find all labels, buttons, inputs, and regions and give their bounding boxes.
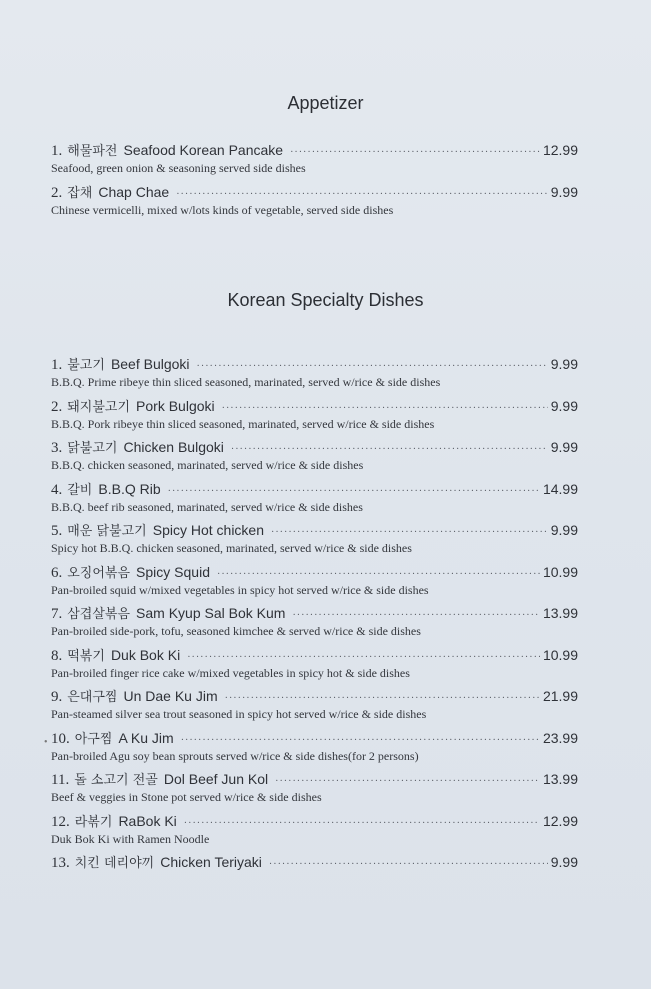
- item-english-name: Spicy Squid: [136, 563, 210, 580]
- item-korean-name: 닭불고기: [67, 441, 118, 456]
- dot-leader: [168, 486, 540, 497]
- dot-leader: [197, 361, 548, 372]
- item-korean-name: 돌 소고기 전골: [74, 773, 158, 788]
- item-korean-name: 불고기: [67, 358, 105, 373]
- item-description: Seafood, green onion & seasoning served side dishes: [51, 161, 306, 175]
- item-price: 12.99: [542, 142, 578, 158]
- item-english-name: RaBok Ki: [118, 812, 177, 829]
- item-number: 1.: [51, 357, 63, 373]
- item-price: 10.99: [542, 563, 578, 580]
- item-korean-name: 돼지불고기: [67, 399, 131, 415]
- menu-item: [51, 396, 578, 438]
- menu-item: [51, 728, 578, 770]
- menu-item: [51, 140, 578, 182]
- item-number: 8.: [51, 647, 63, 664]
- menu-item: [51, 182, 578, 224]
- dot-leader: [231, 444, 548, 455]
- item-number: 12.: [51, 813, 70, 830]
- item-price: 9.99: [550, 439, 578, 455]
- item-price: 10.99: [542, 646, 578, 663]
- menu-item: [51, 437, 578, 479]
- menu-item: [51, 603, 578, 645]
- item-number: 4.: [51, 481, 63, 498]
- item-description: Pan-steamed silver sea trout seasoned in spicy hot served w/rice & side dishes: [51, 707, 427, 721]
- dot-leader: [184, 818, 540, 829]
- item-number: 2.: [51, 185, 63, 201]
- item-number: 9.: [51, 689, 63, 705]
- stray-mark: •: [44, 737, 48, 748]
- item-english-name: Un Dae Ku Jim: [123, 688, 218, 704]
- dot-leader: [222, 403, 548, 414]
- dot-leader: [269, 859, 548, 870]
- item-price: 9.99: [550, 522, 578, 538]
- item-number: 3.: [51, 440, 63, 456]
- item-description: Pan-broiled finger rice cake w/mixed vegetables in spicy hot & side dishes: [51, 665, 410, 680]
- dot-leader: [290, 147, 540, 158]
- item-description: B.B.Q. Pork ribeye thin sliced seasoned, marinated, served w/rice & side dishes: [51, 416, 435, 431]
- menu-item: [51, 520, 578, 562]
- item-english-name: Seafood Korean Pancake: [123, 142, 284, 158]
- item-description: Pan-broiled Agu soy bean sprouts served w/rice & side dishes(for 2 persons): [51, 748, 419, 763]
- dot-leader: [292, 610, 540, 621]
- menu-item: [51, 811, 578, 853]
- item-price: 13.99: [542, 771, 578, 787]
- item-description: Chinese vermicelli, mixed w/lots kinds of vegetable, served side dishes: [51, 203, 394, 217]
- item-english-name: Sam Kyup Sal Bok Kum: [136, 605, 286, 621]
- item-number: 2.: [51, 398, 63, 415]
- item-number: 1.: [51, 143, 63, 159]
- item-english-name: Chap Chae: [98, 184, 170, 200]
- menu-item: [51, 562, 578, 604]
- item-description: Spicy hot B.B.Q. chicken seasoned, marinated, served w/rice & side dishes: [51, 541, 412, 555]
- item-korean-name: 잡채: [67, 186, 93, 201]
- item-description: Duk Bok Ki with Ramen Noodle: [51, 831, 210, 846]
- item-number: 13.: [51, 855, 70, 871]
- item-description: Pan-broiled squid w/mixed vegetables in spicy hot served w/rice & side dishes: [51, 582, 429, 597]
- dot-leader: [187, 652, 540, 663]
- item-korean-name: 아구찜: [74, 731, 113, 747]
- dot-leader: [181, 735, 540, 746]
- menu-item: [51, 354, 578, 396]
- item-english-name: A Ku Jim: [118, 729, 174, 746]
- item-description: Beef & veggies in Stone pot served w/rice & side dishes: [51, 790, 322, 804]
- menu-item: [51, 645, 578, 687]
- menu-item: [51, 769, 578, 811]
- menu-item: [51, 686, 578, 728]
- item-description: Pan-broiled side-pork, tofu, seasoned kimchee & served w/rice & side dishes: [51, 624, 421, 638]
- item-korean-name: 해물파전: [67, 144, 118, 159]
- item-price: 9.99: [550, 854, 578, 870]
- specialty-list: [51, 354, 578, 894]
- item-korean-name: 떡볶기: [67, 648, 105, 664]
- item-price: 9.99: [550, 397, 578, 414]
- specialty-title: Korean Specialty Dishes: [227, 290, 424, 310]
- item-korean-name: 매운 닭불고기: [67, 524, 147, 539]
- item-description: B.B.Q. chicken seasoned, marinated, served w/rice & side dishes: [51, 458, 364, 472]
- item-korean-name: 라볶기: [74, 814, 113, 830]
- item-number: 5.: [51, 523, 63, 539]
- item-price: 9.99: [550, 184, 578, 200]
- menu-item: [51, 479, 578, 521]
- item-price: 14.99: [542, 480, 578, 497]
- item-number: 6.: [51, 564, 63, 581]
- item-price: 23.99: [542, 729, 578, 746]
- item-price: 13.99: [542, 605, 578, 621]
- item-english-name: Pork Bulgoki: [136, 397, 215, 414]
- item-english-name: Dol Beef Jun Kol: [163, 771, 269, 787]
- appetizer-title: Appetizer: [287, 93, 364, 113]
- item-korean-name: 갈비: [67, 482, 93, 498]
- item-price: 9.99: [550, 356, 578, 372]
- item-price: 21.99: [542, 688, 578, 704]
- menu-item: [51, 852, 578, 894]
- item-english-name: Chicken Teriyaki: [160, 854, 262, 870]
- item-english-name: Spicy Hot chicken: [152, 522, 265, 538]
- item-english-name: Chicken Bulgoki: [123, 439, 224, 455]
- item-description: B.B.Q. beef rib seasoned, marinated, served w/rice & side dishes: [51, 499, 363, 514]
- item-price: 12.99: [542, 812, 578, 829]
- dot-leader: [217, 569, 540, 580]
- dot-leader: [275, 776, 540, 787]
- dot-leader: [176, 189, 548, 200]
- item-english-name: Duk Bok Ki: [110, 646, 181, 663]
- item-english-name: Beef Bulgoki: [110, 356, 190, 372]
- item-number: 11.: [51, 772, 70, 788]
- item-description: B.B.Q. Prime ribeye thin sliced seasoned, marinated, served w/rice & side dishes: [51, 375, 441, 389]
- item-korean-name: 오징어볶음: [67, 565, 131, 581]
- dot-leader: [271, 527, 548, 538]
- item-korean-name: 은대구찜: [67, 690, 118, 705]
- item-korean-name: 삼겹살볶음: [67, 607, 131, 622]
- item-number: 10.: [51, 730, 70, 747]
- item-english-name: B.B.Q Rib: [98, 480, 161, 497]
- item-number: 7.: [51, 606, 63, 622]
- item-korean-name: 치킨 데리야끼: [74, 856, 155, 871]
- appetizer-list: [51, 140, 578, 224]
- dot-leader: [225, 693, 540, 704]
